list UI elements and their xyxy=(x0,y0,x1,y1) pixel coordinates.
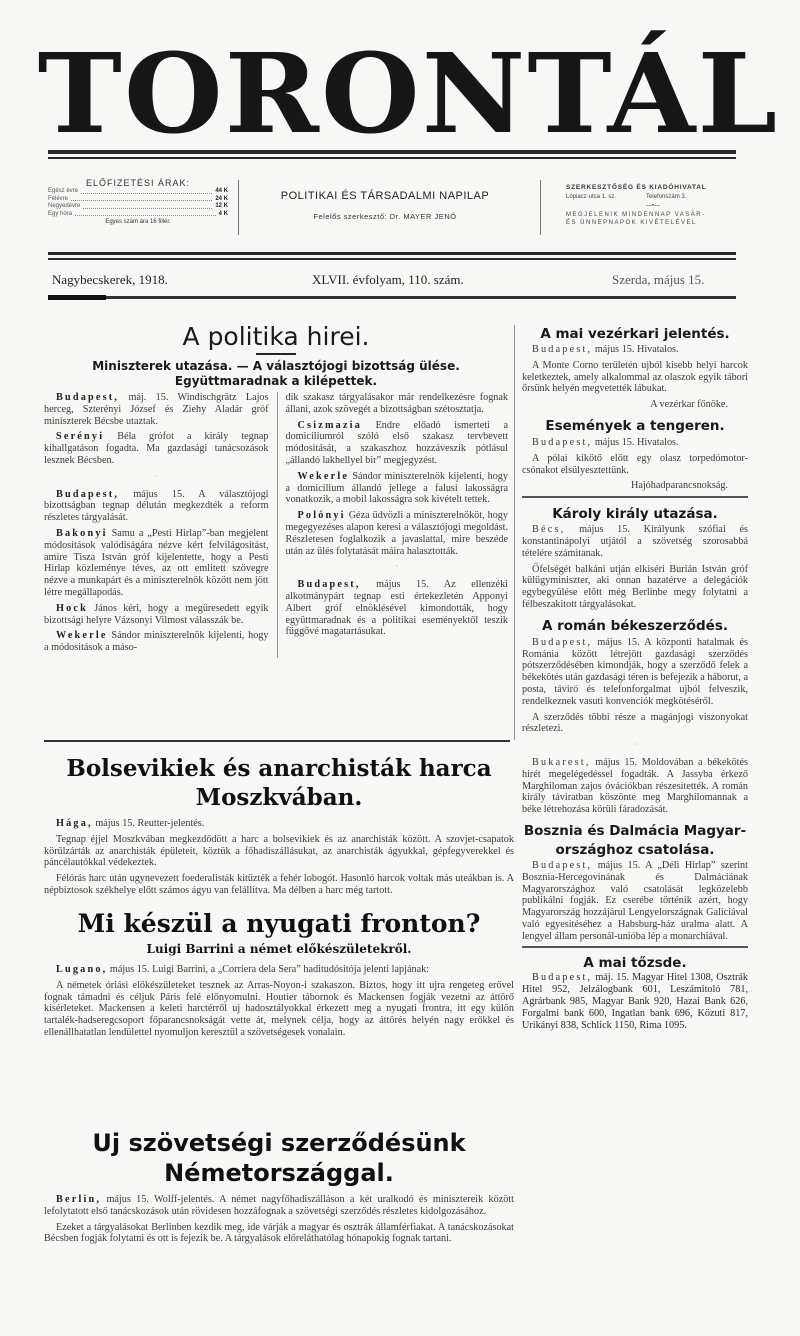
dateline-volume: XLVII. évfolyam, 110. szám. xyxy=(312,272,464,287)
sea-events-body xyxy=(522,437,748,492)
paragraph: dik szakasz tárgyalásakor már rendelkezésre fognak állani, azok szövegét a bizottságban szétosztatja. xyxy=(285,392,508,415)
bosnia-title: országhoz csatolása. xyxy=(555,841,715,858)
publication-frequency: MEGJELENIK MINDENNAP VASÁR- xyxy=(566,212,706,218)
section-rule xyxy=(44,740,510,742)
politics-article xyxy=(44,322,508,658)
paragraph: Berlin, május 15. Wolff-jelentés. A német nagyfőhadiszálláson a két uralkodó és minisztereik között lefolytatott első tanácskozások után rövidesen hozzáfognak a szövetségi szerződés részletes kidolgozásához. xyxy=(44,1194,514,1217)
masthead-divider xyxy=(540,180,541,235)
paragraph: Bukarest, május 15. Moldovában a békekötés hirét megelégedéssel fogadták. A Jassyba érkező Marghiloman zajos óvációkban részesitették. A román király táviratban köszönte meg Marghilomannak a béke létrehozása körüli fáradozását. xyxy=(522,756,748,816)
politics-subtitle: Együttmaradnak a kilépettek. xyxy=(174,374,378,388)
western-front-article xyxy=(44,908,514,1043)
politics-title: A politika hirei. xyxy=(182,322,370,351)
stock-market-title: A mai tőzsde. xyxy=(583,955,687,972)
paper-subtitle: POLITIKAI ÉS TÁRSADALMI NAPILAP xyxy=(280,190,490,202)
politics-subtitle: Miniszterek utazása. — A választójogi bizottság ülése. xyxy=(92,359,460,373)
separator-dot: · xyxy=(633,740,637,750)
bosnia-title: Bosznia és Dalmácia Magyar- xyxy=(523,822,747,839)
king-trip-title: Károly király utazása. xyxy=(552,506,718,523)
subscription-prices xyxy=(48,178,228,225)
right-column xyxy=(522,324,748,1035)
signature: A vezérkar főnöke. xyxy=(650,399,728,411)
romanian-peace-body xyxy=(522,637,748,816)
masthead-rule-top xyxy=(48,150,736,159)
paragraph: Budapest, május 15. A központi hatalmak és Románia között létrejött gazdasági szerződés pótszerződésében kimondják, hogy a szerződő felek a békekötés után gazdasági téren is befejezik a háborut, a posta, táviró és telefonforgalmat ujból felveszik, rendelkeznek vasuti konvenciók megkötéséről. xyxy=(522,636,749,707)
paragraph: Budapest, máj. 15. Magyar Hitel 1308, Osztrák Hitel 952, Jelzálogbank 601, Leszámitoló 781, Agrárbank 985, Magyar Bank 920, Hazai Bank 626, Forgalmi bank 600, Ingatlan bank 696, Közuti 817, Urikányi 838, Schlick 1150, Rima 1095. xyxy=(522,972,748,1031)
staff-report-title: A mai vezérkari jelentés. xyxy=(540,326,730,342)
alliance-title: Németországgal. xyxy=(164,1159,394,1187)
bolshevik-body xyxy=(44,818,514,897)
column-rule xyxy=(514,325,515,740)
single-issue-price: Egyes szám ára 16 fillér. xyxy=(105,219,171,225)
paragraph: Polónyi Géza üdvözli a miniszterelnököt, hogy megegyezéses alapon keresi a választójogi megoldást. Részletesen foglalkozik a javaslattal, mire beszéde után az ülés folytatását máira halasztották. xyxy=(285,510,508,557)
paragraph: Hock János kéri, hogy a megüresedett egyik bizottsági helyre Vázsonyi Vilmost válasszák be. xyxy=(44,602,269,626)
western-front-subtitle: Luigi Barrini a német előkészületekről. xyxy=(146,942,412,956)
signature: Hajóhadparancsnokság. xyxy=(630,480,728,492)
column-rule xyxy=(277,392,278,658)
separator-dot: · xyxy=(154,471,158,481)
king-trip-body xyxy=(522,524,748,611)
section-rule xyxy=(522,946,748,948)
paragraph: A pólai kikötő előtt egy olasz torpedómotor-csónakot elsülyesztettünk. xyxy=(522,452,748,476)
title-underline xyxy=(256,353,296,355)
price-row: Negyedévre 12 K xyxy=(48,203,228,209)
bolshevik-title: Bolsevikiek és anarchisták harca xyxy=(66,755,492,782)
newspaper-title: TORONTÁL xyxy=(37,29,780,158)
alliance-article xyxy=(44,1128,514,1249)
dateline-rule-accent xyxy=(48,295,106,300)
paragraph: Budapest, máj. 15. Windischgrätz Lajos herceg, Szterényi József és Ziehy Aladár gróf miniszterek Bécsbe utaztak. xyxy=(44,392,269,427)
paragraph: Őfelségét balkáni utján elkiséri Burián István gróf külügyminiszter, aki onnan hazatérve a delegációk egybegyülése előtt még Berlinbe megy folytatni a félbeszakitott tárgyalásokat. xyxy=(522,563,748,610)
price-row: Egész évre 44 K xyxy=(48,188,228,194)
paragraph: Hága, május 15. Reutter-jelentés. xyxy=(56,818,205,829)
paragraph: Ezeket a tárgyalásokat Berlinben kezdik meg, ide várják a magyar és osztrák államférfiakat. A tanácskozásokat Bécsben fogják folytatni és ott is fejezik be. A tárgyalások előreláthatólag hónapokig fognak tartani. xyxy=(44,1221,514,1245)
dateline-day: Szerda, május 15. xyxy=(612,272,705,287)
paragraph: A németek óriási előkészületeket tesznek az Arras-Noyon-i szakaszon. Biztos, hogy itt ujra rengeteg erővel fognak támadni és céljuk Páris felé előnyomulni. Houtier tábornok és Mackensen fogják vezetni az áttörő kisérleteket. Mackensen a keleti harctérről uj hadosztályokkal érkezett meg a nyugati frontra, itt egy külön tartalék-hadseregcsoport főparancsnokságát vette át, melynek célja, hogy az áttörés helyén nagy erőkkel és ellenállhatatlan lendülettel nyomuljon keresztül a szövetségesek vonalain. xyxy=(44,979,514,1038)
paragraph: Wekerle Sándor miniszterelnök kijelenti, hogy a módositások a máso- xyxy=(44,630,269,654)
editor-line: Felelős szerkesztő: Dr. MAYER JENŐ xyxy=(313,212,457,221)
staff-report-body xyxy=(522,344,748,411)
bolshevik-title: Moszkvában. xyxy=(195,784,363,811)
masthead-rule-bottom xyxy=(48,252,736,260)
sea-events-title: Események a tengeren. xyxy=(545,417,725,434)
bolshevik-article xyxy=(44,754,514,901)
stock-market-body xyxy=(522,972,748,1031)
paragraph: Tegnap éjjel Moszkvában megkezdődött a harc a bolsevikiek és az anarchisták között. A szovjet-csapatok körülzárták az anarchisták épületeit, köztük a főhadiszállásukat, az anarchisták ágyukkal, gépfegyverekkel és páncélautókkal védekeztek. xyxy=(44,833,514,869)
price-row: Félévre 24 K xyxy=(48,195,228,202)
alliance-title: Uj szövetségi szerződésünk xyxy=(92,1129,466,1157)
alliance-body xyxy=(44,1194,514,1245)
paragraph: Félórás harc után ugynevezett foederalisták kitűzték a fehér lobogót. Hasonló harcok voltak más uteákban is. A népbiztosok székhelye előtt számos ágyu van felállitva. Ma délben a harc még tartott. xyxy=(44,873,514,896)
paragraph: Csizmazia Endre előadó ismerteti a domiciliumról szóló első szakasz tervbevett módositását, a szakaszhoz hozzáveszik pótlásul „állandó lakhellyel bir” megjegyzést. xyxy=(285,419,508,466)
dateline-place-year: Nagybecskerek, 1918. xyxy=(52,272,168,287)
paragraph: Wekerle Sándor miniszterelnök kijelenti, hogy a domicilium állandó jellege a falusi lakosságra vonatkozik, a mobil lakosságra sok kivételt tettek. xyxy=(285,470,508,506)
paragraph: Budapest, május 15. Hivatalos. xyxy=(532,344,679,355)
office-title: SZERKESZTŐSÉG ÉS KIADÓHIVATAL xyxy=(566,184,707,191)
masthead-divider xyxy=(238,180,239,235)
paragraph: Budapest, május 15. A választójogi bizottságban tegnap délután megkezdték a reform részletes tárgyalását. xyxy=(44,488,269,524)
paragraph: Serényi Béla grófot a király tegnap kihallgatáson fogadta. Ma gazdasági tanácsozások lesznek Bécsben. xyxy=(44,431,269,466)
paragraph: Lugano, május 15. Luigi Barrini, a „Corriera dela Sera” haditudósitója jelenti lapjának: xyxy=(56,964,430,975)
office-contact: Lópiacz-utca 1. sz. Telefonszám 3. xyxy=(566,194,687,200)
paragraph: Budapest, május 15. A „Déli Hirlap” szerint Bosznia-Hercegovinának és Dalmáciának Magyarországhoz való csatolását legközelebb publikálni fogják. Ez cserébe történik azért, hogy Magyarország hozzájárul Lengyelországnak Galiciával való egyesitéséhez a Habsburg-ház uralma alatt. A lengyel állam personál-unióba lép a monarchiával. xyxy=(522,859,748,942)
paragraph: A Monte Corno területén ujból kisebb helyi harcok keletkeztek, amely alkalommal az olaszok egyik tábori őrsünk helyén megvetették lábukat. xyxy=(522,359,748,395)
price-row: Egy hóra 4 K xyxy=(48,210,228,217)
paragraph: A szerződés többi része a magánjogi viszonyokat részletezi. xyxy=(522,711,748,735)
western-front-title: Mi készül a nyugati fronton? xyxy=(77,909,481,938)
publication-frequency: ÉS ÜNNEPNAPOK KIVÉTELÉVEL xyxy=(566,220,697,226)
masthead-center xyxy=(240,190,530,221)
separator-dot: · xyxy=(395,562,399,572)
paragraph: Budapest, május 15. Az ellenzéki alkotmánypárt tegnap esti értekezletén Apponyi Albert gróf elnöklésével kimondották, hogy együttmaradnak és a politikai eseményektől teszik függővé magatartásukat. xyxy=(285,579,508,638)
ornament-icon: —•— xyxy=(646,203,661,209)
paragraph: Bakonyi Samu a „Pesti Hirlap”-ban megjelent módositások valódiságára nézve kért felvilágositást, amire Tisza István gróf kijelentette, hogy a Pesti Hirlap közleménye téves, az ott emlitett szövegre nézve a munkapárt és a miniszterelnök között nem jött létre megállapodás. xyxy=(44,527,269,598)
subscription-header: ELŐFIZETÉSI ÁRAK: xyxy=(85,178,191,188)
bosnia-body xyxy=(522,860,748,943)
paragraph: Budapest, május 15. Hivatalos. xyxy=(532,436,679,448)
politics-left-column xyxy=(44,392,269,658)
section-rule xyxy=(522,496,748,498)
dateline-rule xyxy=(48,296,736,299)
western-front-body xyxy=(44,964,514,1039)
paragraph: Bécs, május 15. Királyunk szófiai és konstantinápolyi utjától a szövetség szorosabbá tételére számitanak. xyxy=(522,524,748,559)
office-info xyxy=(566,184,800,226)
romanian-peace-title: A román békeszerződés. xyxy=(542,617,728,634)
politics-right-column xyxy=(285,392,508,658)
